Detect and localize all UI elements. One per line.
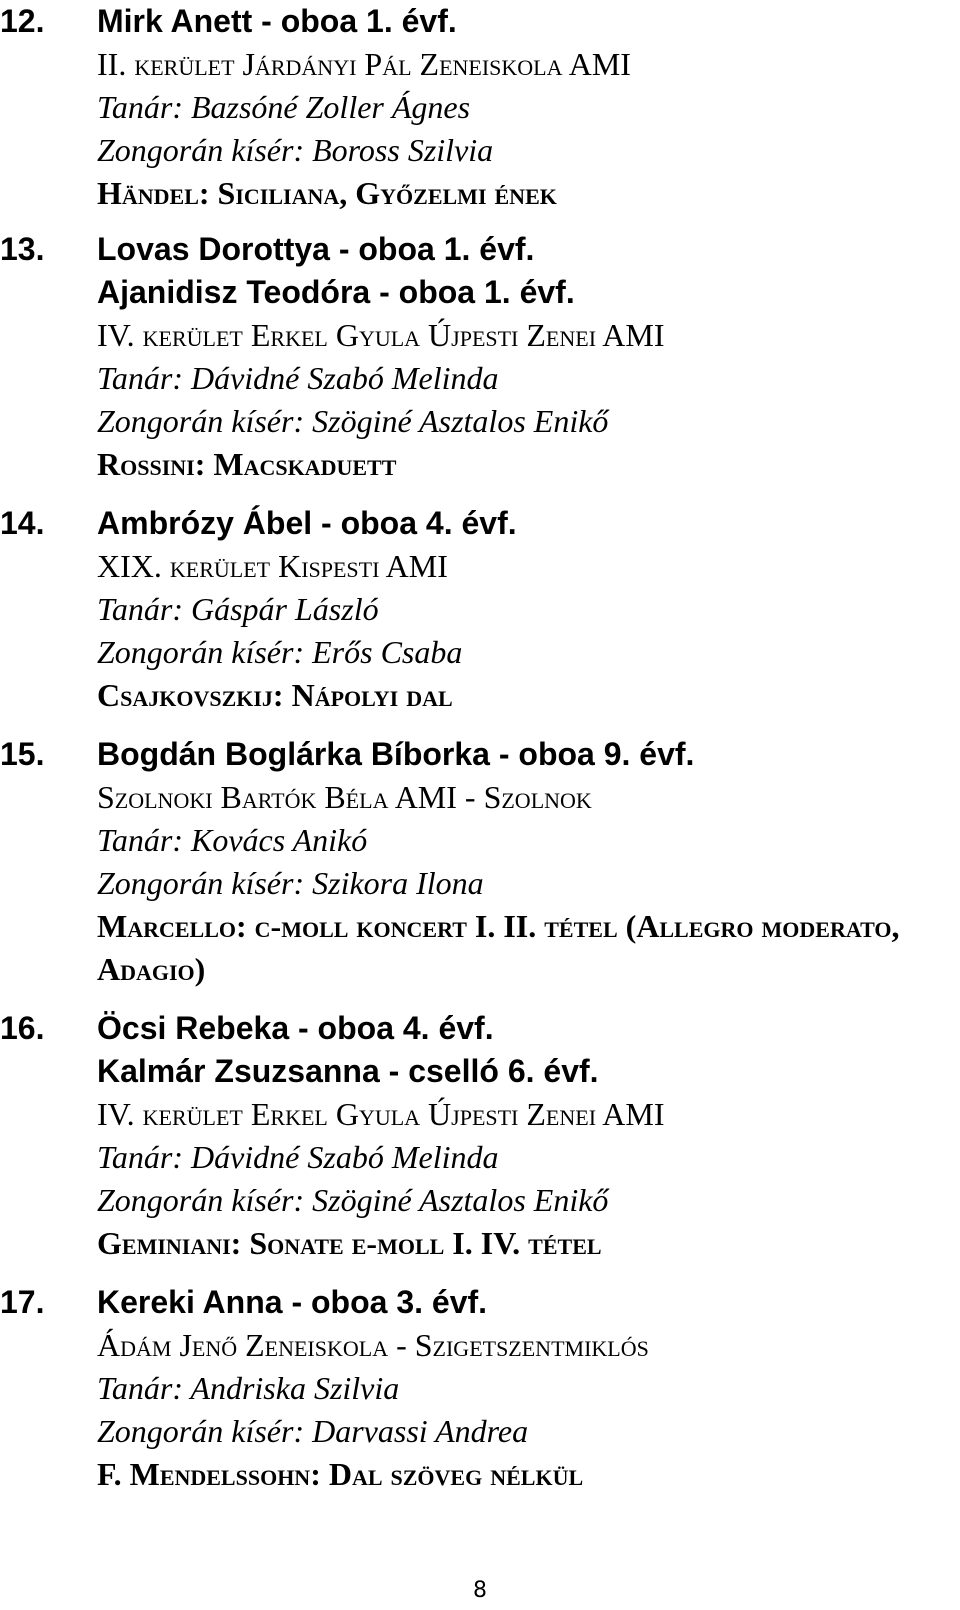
- piece-title: F. Mendelssohn: Dal szöveg nélkül: [97, 1456, 584, 1492]
- entry-number: 13.: [0, 231, 45, 267]
- entry-details: [97, 1007, 957, 1265]
- performer: Lovas Dorottya - oboa 1. évf.: [97, 231, 535, 267]
- performer: Ajanidisz Teodóra - oboa 1. évf.: [97, 274, 575, 310]
- performer: Öcsi Rebeka - oboa 4. évf.: [97, 1010, 494, 1046]
- entry-details: [97, 228, 957, 486]
- performer: Ambrózy Ábel - oboa 4. évf.: [97, 505, 517, 541]
- entry-number: 12.: [0, 3, 45, 39]
- piece-title: Rossini: Macskaduett: [97, 446, 397, 482]
- school-name: IV. kerület Erkel Gyula Újpesti Zenei AMI: [97, 1096, 665, 1132]
- teacher-name: Tanár: Gáspár László: [97, 591, 379, 627]
- performer: Mirk Anett - oboa 1. évf.: [97, 3, 457, 39]
- accompanist-name: Zongorán kísér: Szöginé Asztalos Enikő: [97, 1182, 609, 1218]
- school-name: XIX. kerület Kispesti AMI: [97, 548, 448, 584]
- piece-title: Csajkovszkij: Nápolyi dal: [97, 677, 453, 713]
- teacher-name: Tanár: Andriska Szilvia: [97, 1370, 400, 1406]
- accompanist-name: Zongorán kísér: Erős Csaba: [97, 634, 463, 670]
- performer: Kereki Anna - oboa 3. évf.: [97, 1284, 488, 1320]
- entry-details: [97, 1281, 957, 1496]
- entry-details: [97, 0, 957, 215]
- performer: Bogdán Boglárka Bíborka - oboa 9. évf.: [97, 736, 695, 772]
- entry-details: [97, 502, 957, 717]
- school-name: Szolnoki Bartók Béla AMI - Szolnok: [97, 779, 592, 815]
- school-name: Ádám Jenő Zeneiskola - Szigetszentmiklós: [97, 1327, 649, 1363]
- entry-number: 14.: [0, 505, 45, 541]
- entry-number: 17.: [0, 1284, 45, 1320]
- teacher-name: Tanár: Dávidné Szabó Melinda: [97, 1139, 499, 1175]
- performer: Kalmár Zsuzsanna - cselló 6. évf.: [97, 1053, 599, 1089]
- accompanist-name: Zongorán kísér: Boross Szilvia: [97, 132, 494, 168]
- accompanist-name: Zongorán kísér: Szikora Ilona: [97, 865, 484, 901]
- page-number: 8: [473, 1578, 487, 1603]
- piece-title: Marcello: c-moll koncert I. II. tétel (Allegro moderato, Adagio): [97, 908, 900, 987]
- school-name: IV. kerület Erkel Gyula Újpesti Zenei AMI: [97, 317, 665, 353]
- piece-title: Händel: Siciliana, Győzelmi ének: [97, 175, 557, 211]
- entry-number: 15.: [0, 736, 45, 772]
- entry-details: [97, 733, 957, 991]
- accompanist-name: Zongorán kísér: Darvassi Andrea: [97, 1413, 529, 1449]
- piece-title: Geminiani: Sonate e-moll I. IV. tétel: [97, 1225, 602, 1261]
- teacher-name: Tanár: Dávidné Szabó Melinda: [97, 360, 499, 396]
- school-name: II. kerület Járdányi Pál Zeneiskola AMI: [97, 46, 631, 82]
- accompanist-name: Zongorán kísér: Szöginé Asztalos Enikő: [97, 403, 609, 439]
- teacher-name: Tanár: Bazsóné Zoller Ágnes: [97, 89, 471, 125]
- teacher-name: Tanár: Kovács Anikó: [97, 822, 368, 858]
- entry-number: 16.: [0, 1010, 45, 1046]
